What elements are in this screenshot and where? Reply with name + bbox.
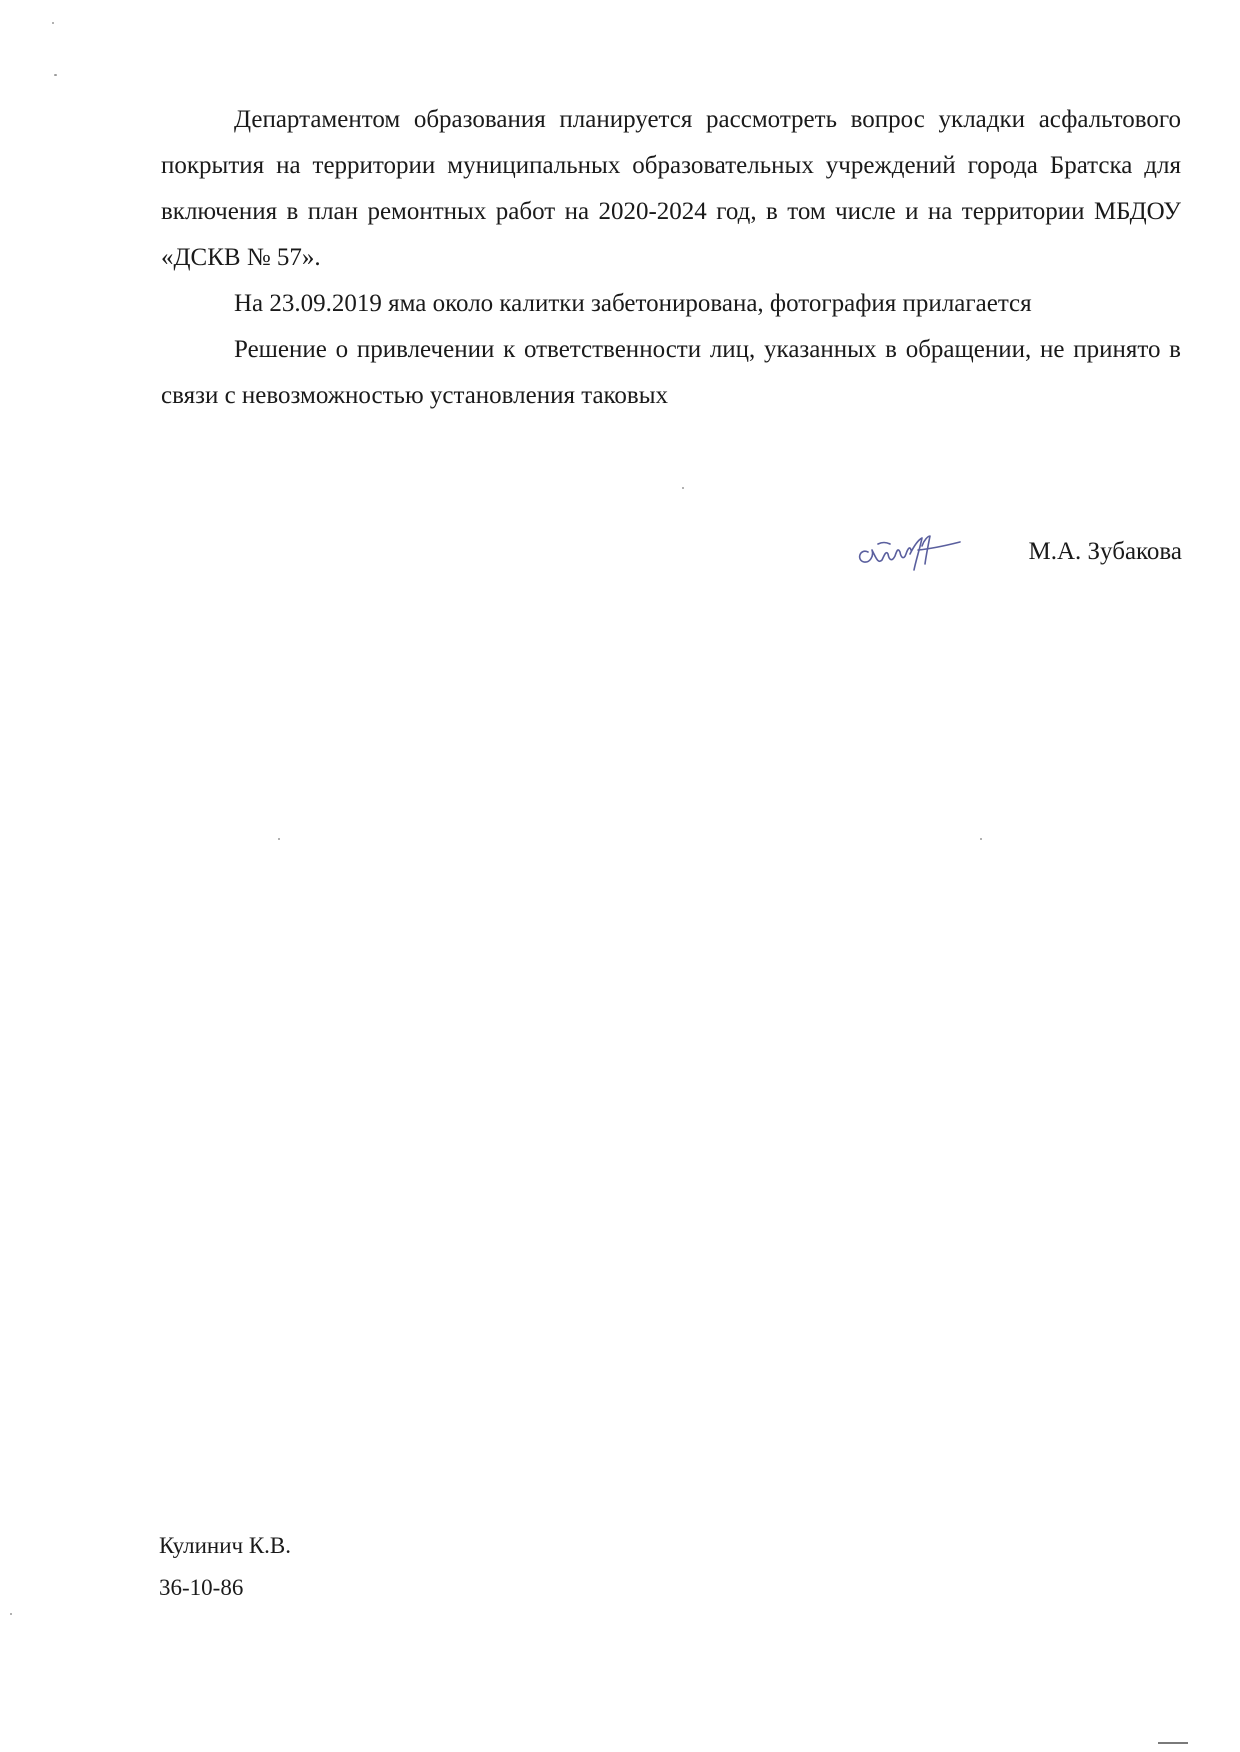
scan-edge-mark [1158, 1742, 1188, 1744]
signature-block [848, 520, 1182, 580]
handwritten-signature [848, 520, 968, 580]
scan-speck [682, 487, 684, 489]
scan-speck [980, 838, 982, 840]
scan-speck [52, 22, 54, 24]
letter-body [161, 97, 1181, 419]
signer-name: М.А. Зубакова [1028, 538, 1182, 565]
scan-speck [54, 74, 57, 76]
executor-name: Кулинич К.В. [159, 1533, 292, 1558]
executor-block [159, 1525, 291, 1609]
paragraph-pit-concreted: На 23.09.2019 яма около калитки забетонирована, фотография прилагается [234, 290, 1032, 317]
executor-phone: 36-10-86 [159, 1575, 244, 1600]
scan-speck [278, 838, 280, 840]
paragraph-asphalt-plan: Департаментом образования планируется рассмотреть вопрос укладки асфальтового покрытия на территории муниципальных образовательных учреждений города Братска для включения в план ремонтных работ на 2020-2024 год, в том числе и на территории МБДОУ «ДСКВ № 57». [161, 106, 1181, 271]
scan-speck [10, 1613, 12, 1615]
paragraph-responsibility-decision: Решение о привлечении к ответственности лиц, указанных в обращении, не принято в связи с невозможностью установления таковых [161, 336, 1181, 409]
